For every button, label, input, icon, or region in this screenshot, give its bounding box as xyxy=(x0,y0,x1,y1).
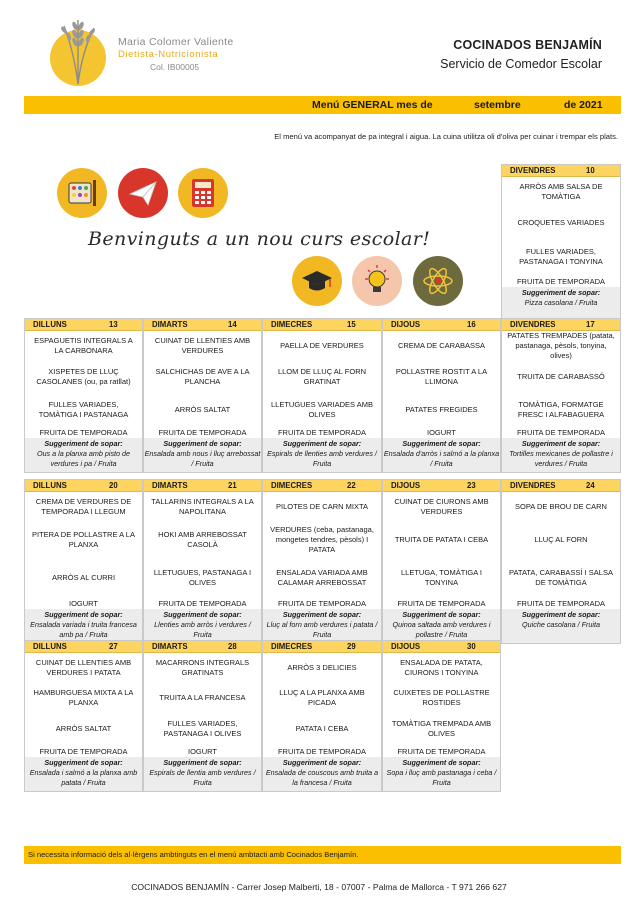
dish-2: POLLASTRE ROSTIT A LA LLIMONA xyxy=(395,367,488,386)
dinner-suggestion-label: Suggeriment de sopar: xyxy=(521,610,601,619)
day-header xyxy=(144,480,261,492)
day-column-divendres-10 xyxy=(501,164,621,322)
dietitian-role: Dietista-Nutricionista xyxy=(118,49,219,60)
dinner-suggestion xyxy=(263,757,381,791)
dish-1: PAELLA DE VERDURES xyxy=(280,341,364,350)
dish-3: PATATA, CARABASSÍ I SALSA DE TOMÀTIGA xyxy=(509,567,613,587)
day-column-dimecres-29 xyxy=(262,640,382,792)
dinner-suggestion-text: Ous a la planxa amb pisto de verdures i pa / Fruita xyxy=(36,449,131,468)
dessert: FRUITA DE TEMPORADA xyxy=(397,598,486,608)
dinner-suggestion xyxy=(25,609,142,643)
dish-2: TRUITA DE CARABASSÓ xyxy=(517,372,605,381)
dish-1: PILOTES DE CARN MIXTA xyxy=(276,502,368,511)
dinner-suggestion xyxy=(263,609,381,643)
dish-2: TRUITA A LA FRANCESA xyxy=(159,693,246,702)
dessert: FRUITA DE TEMPORADA xyxy=(516,598,606,608)
day-column-dimarts-21 xyxy=(143,479,262,644)
dinner-suggestion-text: Lluç al forn amb verdures i patata / Fruita xyxy=(266,620,378,639)
dinner-suggestion xyxy=(502,287,620,321)
day-header xyxy=(144,319,261,331)
dinner-suggestion-label: Suggeriment de sopar: xyxy=(521,288,601,297)
dinner-suggestion-label: Suggeriment de sopar: xyxy=(521,439,601,448)
dinner-suggestion-label: Suggeriment de sopar: xyxy=(163,439,242,448)
graduation-cap-icon xyxy=(292,256,342,306)
dish-1: ESPAGUETIS INTEGRALS A LA CARBONARA xyxy=(34,336,133,355)
day-name: DIJOUS xyxy=(391,481,421,490)
dinner-suggestion-text: Ensalada de couscous amb truita a la francesa / Fruita xyxy=(265,768,379,787)
day-header xyxy=(25,480,142,492)
dessert: FRUITA DE TEMPORADA xyxy=(158,598,247,608)
dish-1: CREMA DE CARABASSA xyxy=(397,341,486,350)
day-date: 24 xyxy=(586,481,595,490)
dinner-suggestion-text: Sopa i lluç amb pastanaga i ceba / Fruita xyxy=(386,768,497,787)
day-date: 15 xyxy=(347,320,356,329)
dish-1: MACARRONS INTEGRALS GRATINATS xyxy=(155,658,250,677)
dish-3: ENSALADA VARIADA AMB CALAMAR ARREBOSSAT xyxy=(276,567,368,587)
dinner-suggestion xyxy=(25,757,142,791)
dinner-suggestion-label: Suggeriment de sopar: xyxy=(44,758,123,767)
dessert: IOGURT xyxy=(426,427,457,437)
day-column-dilluns-20 xyxy=(24,479,143,644)
dish-2: XISPETES DE LLUÇ CASOLANES (ou, pa ratllat) xyxy=(36,367,131,386)
day-header xyxy=(25,319,142,331)
dish-3: ARRÒS SALTAT xyxy=(55,724,112,733)
day-header xyxy=(502,165,620,177)
bread-water-note: El menú va acompanyat de pa integral i aigua. La cuina utilitza oli d'oliva per cuinar i trempar els plats. xyxy=(274,132,618,141)
menu-title-bar xyxy=(24,96,621,114)
dish-2: CROQUETES VARIADES xyxy=(517,218,605,227)
dish-2: TRUITA DE PATATA I CEBA xyxy=(394,535,489,544)
dish-3: PATATES FREGIDES xyxy=(405,404,478,414)
dinner-suggestion-text: Quiche casolana / Fruita xyxy=(522,620,600,629)
dish-3: PATATA I CEBA xyxy=(295,724,349,733)
day-column-dilluns-27 xyxy=(24,640,143,792)
welcome-message: Benvinguts a un nou curs escolar! xyxy=(88,228,431,250)
dish-1: ARRÒS 3 DELICIES xyxy=(287,663,357,672)
day-date: 23 xyxy=(467,481,476,490)
dessert: IOGURT xyxy=(187,746,218,756)
dinner-suggestion-text: Tortilles mexicanes de pollastre i verdures / Fruita xyxy=(509,449,613,468)
dinner-suggestion-label: Suggeriment de sopar: xyxy=(402,610,481,619)
dinner-suggestion xyxy=(383,609,500,643)
dinner-suggestion xyxy=(25,438,142,472)
dish-3: ARRÒS AL CURRI xyxy=(51,572,116,582)
dish-1: CUINAT DE LLENTIES AMB VERDURES I PATATA xyxy=(35,658,132,677)
dietitian-logo xyxy=(48,12,248,102)
day-name: DIMARTS xyxy=(152,642,188,651)
day-date: 30 xyxy=(467,642,476,651)
day-date: 20 xyxy=(109,481,118,490)
day-column-divendres-24 xyxy=(501,479,621,644)
dish-3: FULLES VARIADES, TOMÀTIGA I PASTANAGA xyxy=(38,399,129,419)
dinner-suggestion-label: Suggeriment de sopar: xyxy=(402,439,481,448)
day-name: DIMECRES xyxy=(271,320,313,329)
wheat-logo-icon xyxy=(48,12,120,92)
dinner-suggestion-text: Ensalada d'arròs i salmó a la planxa / Fruita xyxy=(383,449,500,468)
dinner-suggestion-label: Suggeriment de sopar: xyxy=(282,439,362,448)
day-name: DILLUNS xyxy=(33,642,67,651)
dinner-suggestion xyxy=(383,757,500,791)
dessert: FRUITA DE TEMPORADA xyxy=(277,746,367,756)
dish-3: LLETUGUES, PASTANAGA I OLIVES xyxy=(153,567,252,587)
dessert: IOGURT xyxy=(68,598,99,608)
day-name: DIVENDRES xyxy=(510,166,556,175)
menu-year: de 2021 xyxy=(564,99,603,111)
dish-1: CUINAT DE CIURONS AMB VERDURES xyxy=(394,497,489,516)
dinner-suggestion-text: Ensalada variada i truita francesa amb pa / Fruita xyxy=(30,620,137,639)
dish-1: CUINAT DE LLENTIES AMB VERDURES xyxy=(154,336,251,355)
day-column-dimecres-15 xyxy=(262,318,382,473)
dinner-suggestion xyxy=(144,757,261,791)
day-column-dijous-23 xyxy=(382,479,501,644)
allergen-note: Si necessita informació dels al·lèrgens ambtinguts en el menú ambtacti amb Cocinados Benjamín. xyxy=(24,846,621,864)
day-name: DIVENDRES xyxy=(510,320,556,329)
dish-1: TALLARINS INTEGRALS A LA NAPOLITANA xyxy=(151,497,254,516)
dinner-suggestion-label: Suggeriment de sopar: xyxy=(282,758,362,767)
dish-1: SOPA DE BROU DE CARN xyxy=(515,502,607,511)
calculator-icon xyxy=(178,168,228,218)
dinner-suggestion-label: Suggeriment de sopar: xyxy=(163,758,242,767)
dessert: FRUITA DE TEMPORADA xyxy=(277,427,367,437)
dish-2: LLUÇ AL FORN xyxy=(534,535,588,544)
day-date: 28 xyxy=(228,642,237,651)
day-column-dimarts-14 xyxy=(143,318,262,473)
day-header xyxy=(263,480,381,492)
dinner-suggestion-label: Suggeriment de sopar: xyxy=(163,610,242,619)
paper-plane-icon xyxy=(118,168,168,218)
dish-2: CUIXETES DE POLLASTRE ROSTIDES xyxy=(393,688,490,707)
dietitian-registration: Col. IB00005 xyxy=(150,62,200,72)
dish-2: LLUÇ A LA PLANXA AMB PICADA xyxy=(279,688,365,707)
dish-1: ENSALADA DE PATATA, CIURONS I TONYINA xyxy=(400,658,483,677)
day-header xyxy=(502,319,620,331)
menu-month: setembre xyxy=(474,99,521,111)
dinner-suggestion-text: Ensalada amb nous i lluç arrebossat / Fruita xyxy=(144,449,261,468)
day-header xyxy=(263,319,381,331)
dish-3: FULLES VARIADES, PASTANAGA I TONYINA xyxy=(519,247,603,266)
dessert: FRUITA DE TEMPORADA xyxy=(277,598,367,608)
day-header xyxy=(383,319,500,331)
dinner-suggestion-text: Ensalada i salmó a la planxa amb patata / Fruita xyxy=(29,768,138,787)
day-header xyxy=(144,641,261,653)
day-date: 21 xyxy=(228,481,237,490)
dinner-suggestion xyxy=(263,438,381,472)
day-date: 13 xyxy=(109,320,118,329)
dessert: FRUITA DE TEMPORADA xyxy=(397,746,486,756)
day-column-dimarts-28 xyxy=(143,640,262,792)
dinner-suggestion xyxy=(144,438,261,472)
dinner-suggestion xyxy=(502,438,620,472)
atom-icon xyxy=(413,256,463,306)
dessert: FRUITA DE TEMPORADA xyxy=(158,427,247,437)
dish-2: SALCHICHAS DE AVE A LA PLANCHA xyxy=(155,367,250,386)
day-column-dijous-16 xyxy=(382,318,501,473)
day-name: DILLUNS xyxy=(33,320,67,329)
dessert: FRUITA DE TEMPORADA xyxy=(39,746,128,756)
day-name: DILLUNS xyxy=(33,481,67,490)
dish-3: LLETUGA, TOMÀTIGA I TONYINA xyxy=(401,567,482,587)
dish-3: FULLES VARIADES, PASTANAGA I OLIVES xyxy=(163,719,242,738)
dinner-suggestion xyxy=(383,438,500,472)
dish-2: LLOM DE LLUÇ AL FORN GRATINAT xyxy=(277,367,367,386)
day-name: DIMECRES xyxy=(271,481,313,490)
day-column-dilluns-13 xyxy=(24,318,143,473)
menu-title: Menú GENERAL mes de xyxy=(312,99,433,111)
dessert: FRUITA DE TEMPORADA xyxy=(516,276,606,286)
day-name: DIVENDRES xyxy=(510,481,556,490)
day-name: DIJOUS xyxy=(391,642,421,651)
dinner-suggestion xyxy=(502,609,620,643)
day-date: 16 xyxy=(467,320,476,329)
dinner-suggestion-text: Quinoa saltada amb verdures i pollastre / Fruita xyxy=(392,620,491,639)
dish-1: CREMA DE VERDURES DE TEMPORADA I LLEGUM xyxy=(35,497,132,516)
dish-1: PATATES TREMPADES (patata, pastanaga, pèsols, tonyina, olives) xyxy=(507,331,615,360)
day-date: 27 xyxy=(109,642,118,651)
dish-2: PITERA DE POLLASTRE A LA PLANXA xyxy=(32,530,135,549)
dish-3: ARRÒS SALTAT xyxy=(174,404,231,414)
dinner-suggestion-label: Suggeriment de sopar: xyxy=(44,439,123,448)
dish-3: TOMÀTIGA TREMPADA AMB OLIVES xyxy=(391,719,492,738)
dessert: FRUITA DE TEMPORADA xyxy=(39,427,128,437)
palette-icon xyxy=(57,168,107,218)
dinner-suggestion-text: Espirals de llentia amb verdures / Fruita xyxy=(149,768,256,787)
day-column-dimecres-22 xyxy=(262,479,382,644)
company-name: COCINADOS BENJAMÍN xyxy=(453,38,602,52)
day-date: 10 xyxy=(586,166,595,175)
dish-3: TOMÀTIGA, FORMATGE FRESC I ALFABAGUERA xyxy=(517,399,605,419)
company-address-footer: COCINADOS BENJAMÍN - Carrer Josep Malberti, 18 - 07007 - Palma de Mallorca - T 971 266 627 xyxy=(131,882,507,892)
dinner-suggestion-label: Suggeriment de sopar: xyxy=(44,610,123,619)
dinner-suggestion-text: Llenties amb arròs i verdures / Fruita xyxy=(154,620,251,639)
dish-2: HAMBURGUESA MIXTA A LA PLANXA xyxy=(33,688,134,707)
company-header xyxy=(440,36,602,74)
dinner-suggestion-text: Pizza casolana / Fruita xyxy=(524,298,598,307)
day-date: 29 xyxy=(347,642,356,651)
day-header xyxy=(383,641,500,653)
day-name: DIMARTS xyxy=(152,320,188,329)
dietitian-name: Maria Colomer Valiente xyxy=(118,36,234,48)
day-header xyxy=(383,480,500,492)
service-name: Servicio de Comedor Escolar xyxy=(440,57,602,71)
dinner-suggestion-label: Suggeriment de sopar: xyxy=(402,758,481,767)
dish-2: HOKI AMB ARREBOSSAT CASOLÀ xyxy=(158,530,247,549)
dish-1: ARRÒS AMB SALSA DE TOMÀTIGA xyxy=(519,182,603,201)
day-header xyxy=(25,641,142,653)
day-date: 22 xyxy=(347,481,356,490)
dessert: FRUITA DE TEMPORADA xyxy=(516,427,606,437)
dish-2: VERDURES (ceba, pastanaga, mongetes tendres, pèsols) I PATATA xyxy=(270,525,374,554)
day-column-dijous-30 xyxy=(382,640,501,792)
day-date: 14 xyxy=(228,320,237,329)
day-header xyxy=(263,641,381,653)
day-date: 17 xyxy=(586,320,595,329)
dinner-suggestion-label: Suggeriment de sopar: xyxy=(282,610,362,619)
dinner-suggestion xyxy=(144,609,261,643)
day-column-divendres-17 xyxy=(501,318,621,473)
day-name: DIMECRES xyxy=(271,642,313,651)
day-header xyxy=(502,480,620,492)
lightbulb-icon xyxy=(352,256,402,306)
dish-3: LLETUGUES VARIADES AMB OLIVES xyxy=(271,399,373,419)
day-name: DIJOUS xyxy=(391,320,421,329)
dinner-suggestion-text: Espirals de llenties amb verdures / Fruita xyxy=(267,449,377,468)
day-name: DIMARTS xyxy=(152,481,188,490)
